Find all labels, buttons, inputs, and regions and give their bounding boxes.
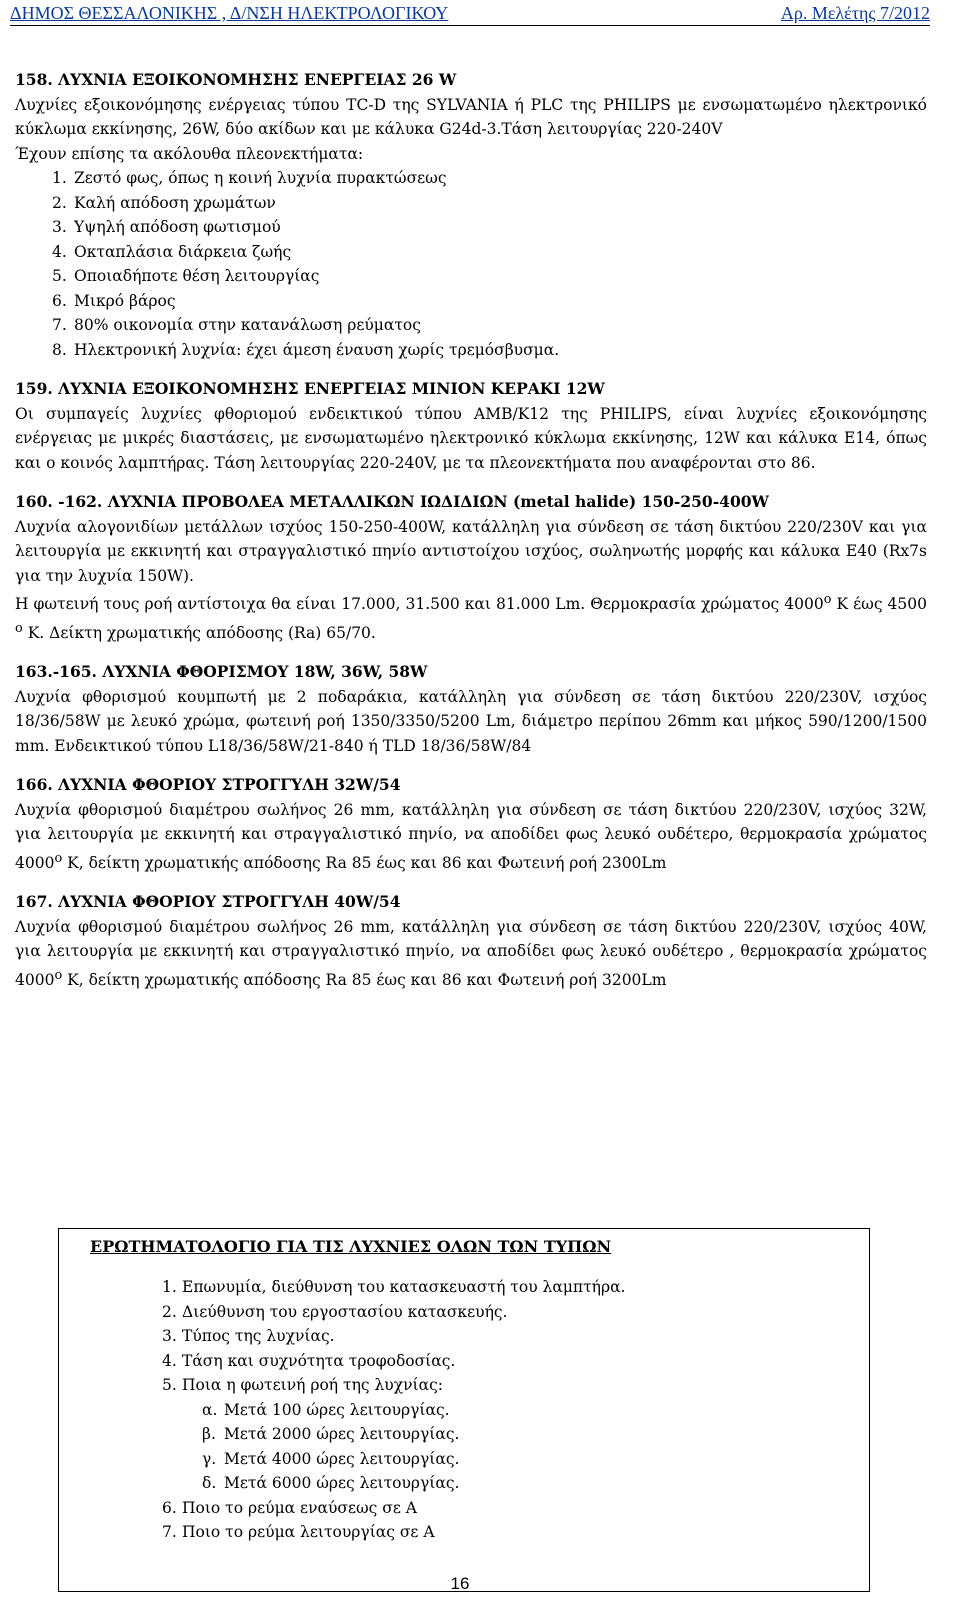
list-item: 4. Τάση και συχνότητα τροφοδοσίας. <box>162 1351 456 1370</box>
list-item: 2. Διεύθυνση του εργοστασίου κατασκευής. <box>162 1302 508 1321</box>
questionnaire-box <box>58 1228 870 1592</box>
questionnaire-list <box>162 1275 625 1545</box>
section-158-intro: Έχουν επίσης τα ακόλουθα πλεονεκτήματα: <box>15 144 364 163</box>
section-166-title: 166. ΛΥΧΝΙΑ ΦΘΟΡΙΟΥ ΣΤΡΟΓΓΥΛΗ 32W/54 <box>15 775 401 795</box>
section-159 <box>15 377 927 475</box>
list-item: 5. Οποιαδήποτε θέση λειτουργίας <box>52 267 320 285</box>
section-158-body: Λυχνίες εξοικονόμησης ενέργειας τύπου TC-D της SYLVANIA ή PLC της PHILIPS με ενσωματωμένο ηλεκτρονικό κύκλωμα εκκίνησης, 26W, δύο ακίδων και με κάλυκα G24d-3.Τάση λειτουργίας 220-240V <box>15 95 927 138</box>
list-item: 6. Μικρό βάρος <box>52 291 176 310</box>
header-study-number: Αρ. Μελέτης 7/2012 <box>780 3 930 23</box>
page-number: 16 <box>450 1574 470 1593</box>
list-item: γ. Μετά 4000 ώρες λειτουργίας. <box>202 1449 460 1468</box>
list-item: δ. Μετά 6000 ώρες λειτουργίας. <box>202 1474 460 1492</box>
questionnaire-sublist <box>162 1398 625 1496</box>
section-166 <box>15 773 927 875</box>
list-item: 8. Ηλεκτρονική λυχνία: έχει άμεση έναυση χωρίς τρεμόσβυσμα. <box>52 340 560 359</box>
advantages-list <box>15 166 927 362</box>
list-item: 4. Οκταπλάσια διάρκεια ζωής <box>52 242 292 261</box>
section-160-body-2: Η φωτεινή τους ροή αντίστοιχα θα είναι 17.000, 31.500 και 81.000 Lm. Θερμοκρασία χρώματος $4000^o$ K έως 4500 $^o$ K. Δείκτη χρωματικής απόδοσης (Ra) 65/70. <box>15 592 927 642</box>
section-160-title: 160. -162. ΛΥΧΝΙΑ ΠΡΟΒΟΛΕΑ ΜΕΤΑΛΛΙΚΩΝ ΙΩΔΙΔΙΩΝ (metal halide) 150-250-400W <box>15 492 769 511</box>
section-159-body: Οι συμπαγείς λυχνίες φθοριομού ενδεικτικού τύπου AMB/K12 της PHILIPS, είναι λυχνίες εξοικονόμησης ενέργειας με μικρές διαστάσεις, με ενσωματωμένο ηλεκτρονικό κύκλωμα εκκίνησης, 12W και κάλυκα E14, όπως και ο κοινός λαμπτήρας. Τάση λειτουργίας 220-240V, με τα πλεονεκτήματα που αναφέρονται στο 86. <box>15 404 927 472</box>
list-item: 7. Ποιο το ρεύμα λειτουργίας σε Α <box>162 1523 435 1541</box>
section-167 <box>15 890 927 992</box>
section-167-body: Λυχνία φθορισμού διαμέτρου σωλήνος 26 mm, κατάλληλη για σύνδεση σε τάση δικτύου 220/230V, ισχύος 40W, για λειτουργία με εκκινητή και στραγγαλιστικό πηνίο, να αποδίδει φως λευκό ουδέτερο , θερμοκρασία χρώματος $4000^o$ K, δείκτη χρωματικής απόδοσης Ra 85 έως και 86 και Φωτεινή ροή 3200Lm <box>15 917 927 990</box>
document-body <box>15 68 927 1008</box>
list-item: β. Μετά 2000 ώρες λειτουργίας. <box>202 1425 460 1443</box>
section-158-title: 158. ΛΥΧΝΙΑ ΕΞΟΙΚΟΝΟΜΗΣΗΣ ΕΝΕΡΓΕΙΑΣ 26 W <box>15 70 457 89</box>
section-163 <box>15 660 927 758</box>
section-163-title: 163.-165. ΛΥΧΝΙΑ ΦΘΟΡΙΣΜΟΥ 18W, 36W, 58W <box>15 662 428 682</box>
section-163-body: Λυχνία φθορισμού κουμπωτή με 2 ποδαράκια, κατάλληλη για σύνδεση σε τάση δικτύου 220/230V, ισχύος 18/36/58W με λευκό χρώμα, φωτεινή ροή 1350/3350/5200 Lm, διάμετρο περίπου 26mm και μήκος 590/1200/1500 mm. Ενδεικτικού τύπου L18/36/58W/21-840 ή TLD 18/36/58W/84 <box>15 687 927 755</box>
section-166-body: Λυχνία φθορισμού διαμέτρου σωλήνος 26 mm, κατάλληλη για σύνδεση σε τάση δικτύου 220/230V, ισχύος 32W, για λειτουργία με εκκινητή και στραγγαλιστικό πηνίο, να αποδίδει φως λευκό ουδέτερο, θερμοκρασία χρώματος $4000^o$ K, δείκτη χρωματικής απόδοσης Ra 85 έως και 86 και Φωτεινή ροή 2300Lm <box>15 800 927 872</box>
section-167-title: 167. ΛΥΧΝΙΑ ΦΘΟΡΙΟΥ ΣΤΡΟΓΓΥΛΗ 40W/54 <box>15 892 401 912</box>
section-159-title: 159. ΛΥΧΝΙΑ ΕΞΟΙΚΟΝΟΜΗΣΗΣ ΕΝΕΡΓΕΙΑΣ ΜΙΝΙΟΝ ΚΕΡΑΚΙ 12W <box>15 379 605 398</box>
section-160 <box>15 490 927 645</box>
page-header <box>10 3 930 26</box>
list-item: 1. Επωνυμία, διεύθυνση του κατασκευαστή του λαμπτήρα. <box>162 1278 626 1296</box>
list-item: 7. 80% οικονομία στην κατανάλωση ρεύματος <box>52 316 421 334</box>
list-item: 2. Καλή απόδοση χρωμάτων <box>52 193 276 212</box>
list-item: 6. Ποιο το ρεύμα εναύσεως σε Α <box>162 1498 417 1517</box>
list-item: 3. Τύπος της λυχνίας. <box>162 1327 335 1345</box>
list-item: 5. Ποια η φωτεινή ροή της λυχνίας: α. Μετά 100 ώρες λειτουργίας. β. Μετά 2000 ώρες λειτουργίας. γ. Μετά 4000 ώρες λειτουργίας. δ. Μετά 6000 ώρες λειτουργίας. <box>162 1373 625 1496</box>
section-160-body: Λυχνία αλογονιδίων μετάλλων ισχύος 150-250-400W, κατάλληλη για σύνδεση σε τάση δικτύου 220/230V και για λειτουργία με εκκινητή και στραγγαλιστικό πηνίο αντιστοίχου ισχύος, σωληνωτής μορφής και κάλυκα E40 (Rx7s για την λυχνία 150W). <box>15 517 927 585</box>
list-item: α. Μετά 100 ώρες λειτουργίας. <box>202 1400 450 1419</box>
header-organization: ΔΗΜΟΣ ΘΕΣΣΑΛΟΝΙΚΗΣ , Δ/ΝΣΗ ΗΛΕΚΤΡΟΛΟΓΙΚΟΥ <box>10 3 449 23</box>
questionnaire-title: ΕΡΩΤΗΜΑΤΟΛΟΓΙΟ ΓΙΑ ΤΙΣ ΛΥΧΝΙΕΣ ΟΛΩΝ ΤΩΝ ΤΥΠΩΝ <box>90 1237 612 1256</box>
section-158 <box>15 68 927 362</box>
list-item: 3. Υψηλή απόδοση φωτισμού <box>52 218 281 236</box>
list-item: 1. Ζεστό φως, όπως η κοινή λυχνία πυρακτώσεως <box>52 169 447 187</box>
